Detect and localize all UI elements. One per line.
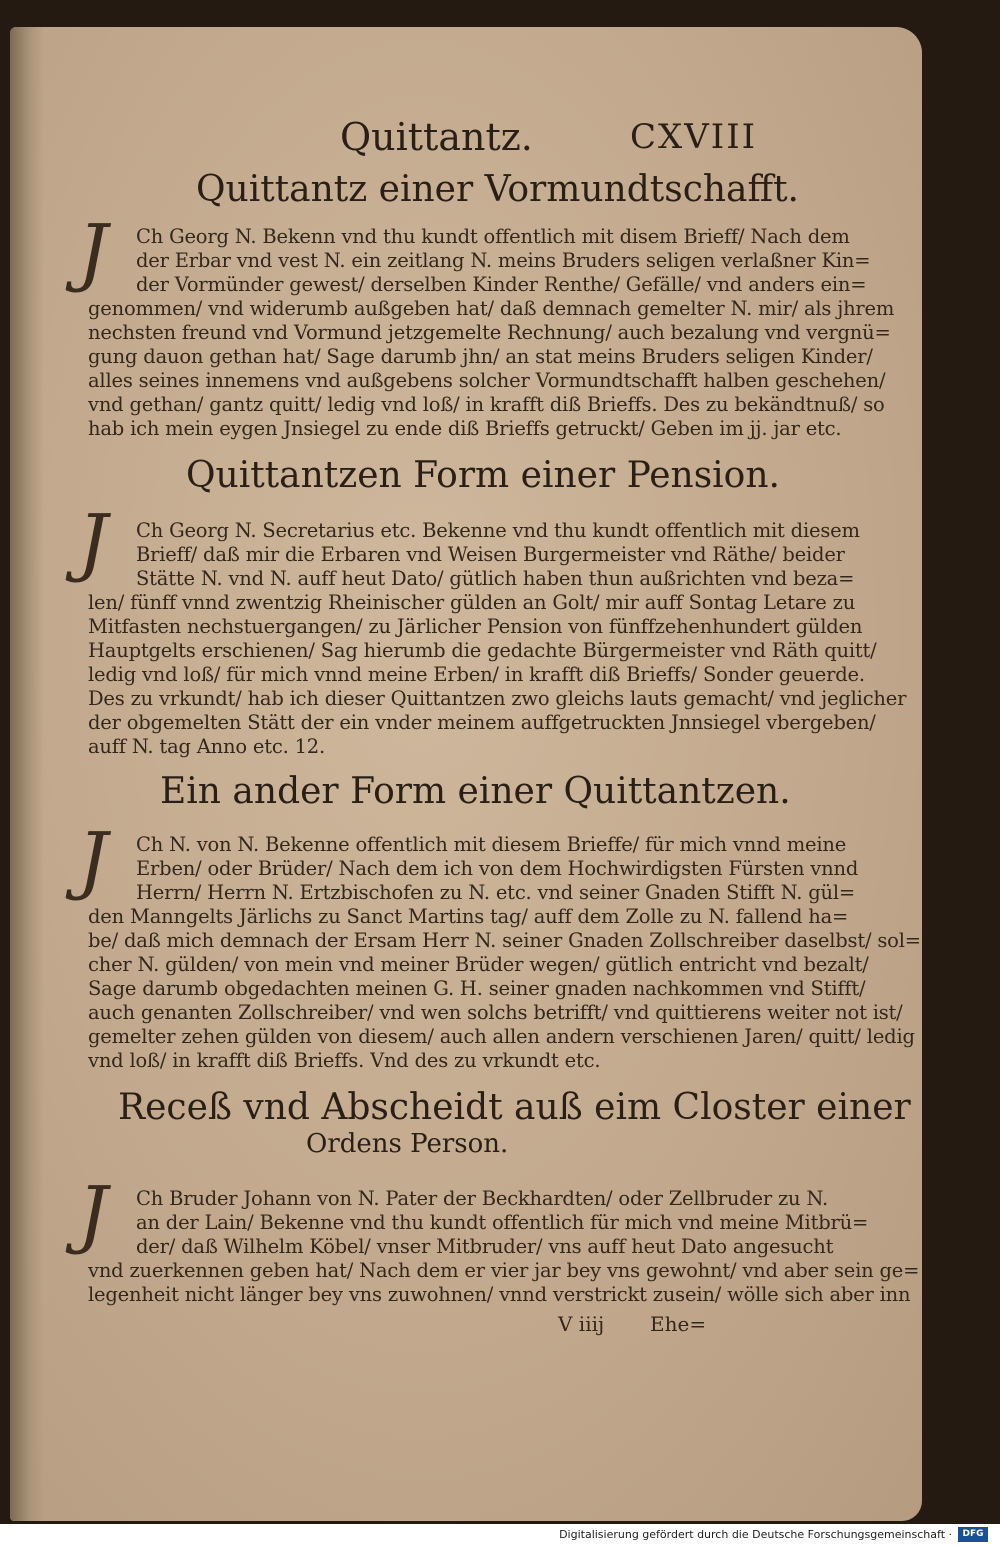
decorated-initial: J [78, 1171, 108, 1257]
text-line: gemelter zehen gülden von diesem/ auch allen andern verschienen Jaren/ quitt/ ledig [88, 1025, 915, 1048]
text-line: Ch Georg N. Bekenn vnd thu kundt offentlich mit disem Brieff/ Nach dem [136, 225, 850, 248]
text-line: Brieff/ daß mir die Erbaren vnd Weisen Burgermeister vnd Räthe/ beider [136, 543, 845, 566]
text-line: Mitfasten nechstuergangen/ zu Järlicher Pension von fünffzehenhundert gülden [88, 615, 863, 638]
dfg-logo: DFG [958, 1527, 988, 1542]
section-heading: Ein ander Form einer Quittantzen. [160, 771, 791, 812]
text-line: vnd gethan/ gantz quitt/ ledig vnd loß/ in krafft diß Brieffs. Des zu bekändtnuß/ so [88, 393, 885, 416]
funding-credit: Digitalisierung gefördert durch die Deutsche Forschungsgemeinschaft · [559, 1528, 952, 1541]
text-line: der Erbar vnd vest N. ein zeitlang N. meins Bruders seligen verlaßner Kin= [136, 249, 871, 272]
text-line: nechsten freund vnd Vormund jetzgemelte Rechnung/ auch bezalung vnd vergnü= [88, 321, 891, 344]
decorated-initial: J [78, 209, 108, 295]
decorated-initial: J [78, 499, 108, 585]
footer-bar [0, 1524, 1000, 1547]
page-binding-shadow [10, 27, 44, 1521]
catchword: Ehe= [650, 1312, 707, 1336]
text-line: genommen/ vnd widerumb außgeben hat/ daß demnach gemelter N. mir/ als jhrem [88, 297, 895, 320]
section-heading: Receß vnd Abscheidt auß eim Closter einer [118, 1087, 911, 1128]
text-line: der obgemelten Stätt der ein vnder meinem auffgetruckten Jnnsiegel vbergeben/ [88, 711, 876, 734]
text-line: der/ daß Wilhelm Köbel/ vnser Mitbruder/ vns auff heut Dato angesucht [136, 1235, 834, 1258]
text-line: Hauptgelts erschienen/ Sag hierumb die gedachte Bürgermeister vnd Räth quitt/ [88, 639, 877, 662]
text-line: auff N. tag Anno etc. 12. [88, 735, 326, 758]
text-line: vnd loß/ in krafft diß Brieffs. Vnd des zu vrkundt etc. [88, 1049, 601, 1072]
section-heading: Quittantz einer Vormundtschafft. [196, 169, 799, 210]
text-line: der Vormünder gewest/ derselben Kinder Renthe/ Gefälle/ vnd anders ein= [136, 273, 867, 296]
folio-number: CXVIII [630, 117, 758, 157]
running-title: Quittantz. [340, 115, 533, 159]
text-line: Herrn/ Herrn N. Ertzbischofen zu N. etc. vnd seiner Gnaden Stifft N. gül= [136, 881, 856, 904]
text-line: Stätte N. vnd N. auff heut Dato/ gütlich haben thun außrichten vnd beza= [136, 567, 855, 590]
text-line: Ch N. von N. Bekenne offentlich mit diesem Brieffe/ für mich vnnd meine [136, 833, 847, 856]
section-heading: Quittantzen Form einer Pension. [186, 455, 780, 496]
text-line: Sage darumb obgedachten meinen G. H. seiner gnaden nachkommen vnd Stifft/ [88, 977, 866, 1000]
text-line: Erben/ oder Brüder/ Nach dem ich von dem Hochwirdigsten Fürsten vnnd [136, 857, 859, 880]
decorated-initial: J [78, 817, 108, 903]
signature-mark: V iiij [558, 1312, 605, 1336]
text-line: gung dauon gethan hat/ Sage darumb jhn/ an stat meins Bruders seligen Kinder/ [88, 345, 873, 368]
text-line: hab ich mein eygen Jnsiegel zu ende diß Brieffs getruckt/ Geben im jj. jar etc. [88, 417, 842, 440]
text-line: alles seines innemens vnd außgebens solcher Vormundtschafft halben geschehen/ [88, 369, 886, 392]
text-line: Ch Bruder Johann von N. Pater der Beckhardten/ oder Zellbruder zu N. [136, 1187, 829, 1210]
text-line: auch genanten Zollschreiber/ vnd wen solchs betrifft/ vnd quittierens weiter not ist/ [88, 1001, 903, 1024]
text-line: cher N. gülden/ von mein vnd meiner Brüder wegen/ gütlich entricht vnd bezalt/ [88, 953, 869, 976]
text-line: len/ fünff vnnd zwentzig Rheinischer gülden an Golt/ mir auff Sontag Letare zu [88, 591, 856, 614]
text-line: legenheit nicht länger bey vns zuwohnen/ vnnd verstrickt zusein/ wölle sich aber inn [88, 1283, 911, 1306]
text-line: ledig vnd loß/ für mich vnnd meine Erben/ in krafft diß Brieffs/ Sonder geuerde. [88, 663, 865, 686]
text-line: an der Lain/ Bekenne vnd thu kundt offentlich für mich vnd meine Mitbrü= [136, 1211, 869, 1234]
text-line: den Manngelts Järlichs zu Sanct Martins tag/ auff dem Zolle zu N. fallend ha= [88, 905, 849, 928]
text-line: vnd zuerkennen geben hat/ Nach dem er vier jar bey vns gewohnt/ vnd aber sein ge= [88, 1259, 920, 1282]
book-page [10, 27, 922, 1521]
text-line: Ch Georg N. Secretarius etc. Bekenne vnd thu kundt offentlich mit diesem [136, 519, 860, 542]
text-line: be/ daß mich demnach der Ersam Herr N. seiner Gnaden Zollschreiber daselbst/ sol= [88, 929, 921, 952]
section-subheading: Ordens Person. [306, 1129, 509, 1159]
text-line: Des zu vrkundt/ hab ich dieser Quittantzen zwo gleichs lauts gemacht/ vnd jeglicher [88, 687, 907, 710]
